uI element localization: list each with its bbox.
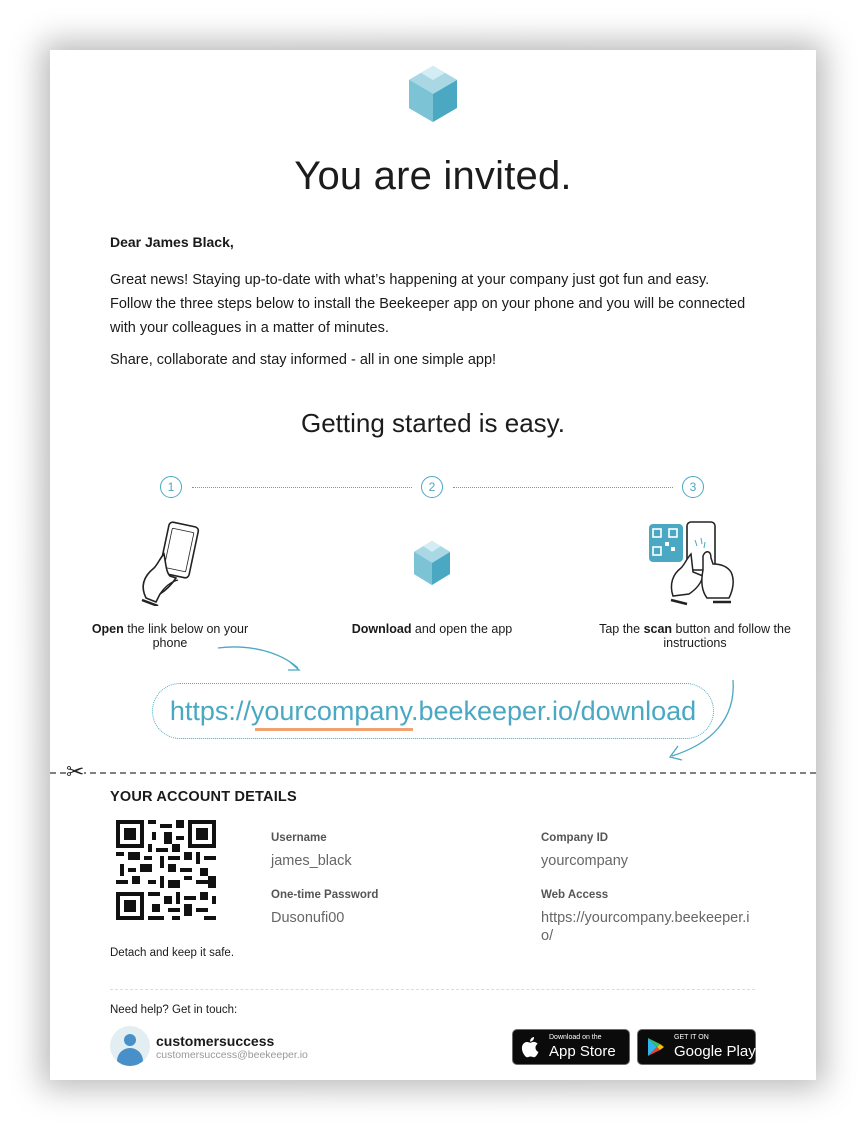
qr-code-icon <box>116 820 216 920</box>
step-2-number: 2 <box>421 476 443 498</box>
intro-paragraph: Great news! Staying up-to-date with what’s happening at your company just got fun and easy. Follow the three steps below to install the Beekeeper app on your phone and you will be connected with your colleagues in a matter of minutes. <box>110 272 746 336</box>
app-store-button[interactable] <box>512 1029 630 1065</box>
step-3-rest: button and follow the instructions <box>663 622 791 650</box>
step-3-number: 3 <box>682 476 704 498</box>
account-details-heading: YOUR ACCOUNT DETAILS <box>110 789 297 805</box>
download-link[interactable]: https://yourcompany.beekeeper.io/download <box>152 683 714 739</box>
tagline-paragraph: Share, collaborate and stay informed - all in one simple app! <box>110 352 497 368</box>
section-divider <box>110 989 755 990</box>
scan-qr-hands-icon <box>647 520 739 606</box>
password-value: Dusonufi00 <box>271 910 345 926</box>
appstore-small-text: Download on the <box>549 1034 602 1041</box>
gplay-small-text: GET IT ON <box>674 1034 709 1041</box>
step-1-bold: Open <box>91 622 124 636</box>
hand-phone-icon <box>136 520 206 606</box>
link-highlight-underline <box>255 728 413 731</box>
page-title: You are invited. <box>294 154 572 198</box>
appstore-big-text: App Store <box>549 1043 616 1060</box>
username-label: Username <box>271 832 327 844</box>
help-text: Need help? Get in touch: <box>110 1004 238 1016</box>
apple-icon <box>521 1036 541 1058</box>
step-connector <box>453 487 673 488</box>
greeting: Dear James Black, <box>110 234 234 250</box>
scissors-icon: ✂ <box>66 759 85 784</box>
detach-cut-line <box>50 772 816 774</box>
step-2-bold: Download <box>351 622 412 636</box>
step-connector <box>192 487 412 488</box>
detach-note: Detach and keep it safe. <box>110 947 235 959</box>
step-1-number: 1 <box>160 476 182 498</box>
step-2-text <box>342 622 522 636</box>
invitation-page <box>50 50 816 1080</box>
step-2-rest: and open the app <box>411 622 513 636</box>
step-3-bold: scan <box>643 622 673 636</box>
steps-heading: Getting started is easy. <box>301 408 565 438</box>
username-value: james_black <box>271 853 352 869</box>
avatar-body <box>117 1048 143 1066</box>
step-3-prefix: Tap the <box>599 622 644 636</box>
support-email-link[interactable]: customersuccess@beekeeper.io <box>156 1049 308 1061</box>
company-id-value: yourcompany <box>541 853 629 869</box>
google-play-button[interactable] <box>637 1029 756 1065</box>
avatar <box>110 1026 150 1066</box>
beekeeper-app-icon <box>412 540 452 586</box>
avatar-head <box>124 1034 136 1046</box>
google-play-icon <box>646 1037 666 1057</box>
password-label: One-time Password <box>271 889 379 901</box>
web-access-link[interactable]: https://yourcompany.beekeeper.io/ <box>541 910 750 944</box>
beekeeper-logo-icon <box>406 64 460 124</box>
web-access-label: Web Access <box>541 889 609 901</box>
gplay-big-text: Google Play <box>674 1043 756 1060</box>
step-1-rest: the link below on your phone <box>123 622 249 650</box>
company-id-label: Company ID <box>541 832 609 844</box>
support-name: customersuccess <box>156 1033 275 1049</box>
